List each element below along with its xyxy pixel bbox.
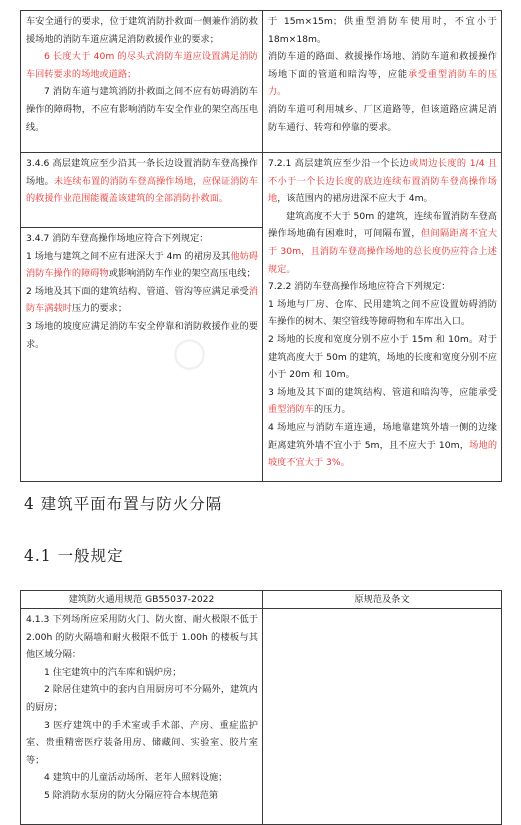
column-header-old-code: 原规范及条文 <box>263 591 502 609</box>
clause-paragraph <box>268 296 497 331</box>
highlighted-text: 重型消防车 <box>268 404 314 416</box>
clause-text: 4.1.3 下列场所应采用防火门、防火窗、耐火极限不低于 2.00h 的防火隔墙和耐火极限不低于 1.00h 的楼板与其他区域分隔： <box>26 614 258 661</box>
clause-text: 4 场地应与消防车道连通，场地靠建筑外墙一侧的边缘距离建筑外墙不宜小于 5m，且不应大于 10m， <box>268 421 497 451</box>
gb-clause-cell <box>21 153 263 228</box>
highlighted-text: 场地的坡度不宜大于 3%。 <box>268 439 498 469</box>
highlighted-text: 或周边长度的 1/4 且不小于一个长边长度的底边连续布置消防车登高操作场地 <box>268 158 497 205</box>
clause-paragraph <box>26 13 258 48</box>
clause-text: 压力的要求； <box>71 303 128 315</box>
clause-text: 3 医疗建筑中的手术室或手术部、产房、重症监护室、贵重精密医疗装备用房、储藏间、实验室、胶片室等； <box>26 719 258 766</box>
clause-paragraph <box>268 384 497 419</box>
clause-text: 2 场地的长度和宽度分别不应小于 15m 和 10m。对于建筑高度大于 50m 的建筑，场地的长度和宽度分别不应小于 20m 和 10m。 <box>268 333 497 381</box>
clause-paragraph <box>268 155 497 208</box>
clause-text: 7.2.2 消防车登高操作场地应符合下列规定： <box>268 281 451 293</box>
clause-text: 3.4.6 高层建筑应至少沿其一条长边设置消防车登高操作场地。 <box>26 158 258 187</box>
clause-paragraph <box>26 83 258 136</box>
table-row <box>21 609 502 825</box>
clause-paragraph <box>26 283 258 318</box>
clause-text: 的压力。 <box>313 404 351 416</box>
clause-paragraph <box>268 101 497 136</box>
clause-paragraph <box>26 717 258 770</box>
old-clause-cell <box>263 609 502 825</box>
clause-text: 1 住宅建筑中的汽车库和锅炉房； <box>44 666 182 678</box>
highlighted-text: 6 长度大于 40m 的尽头式消防车道应设置满足消防车回转要求的场地或道路； <box>26 51 258 80</box>
clause-paragraph <box>26 155 258 208</box>
clause-paragraph <box>268 48 497 101</box>
highlighted-text: 但间隔距离不宜大于 30m，且消防车登高操作场地的总长度仍应符合上述规定。 <box>268 228 498 275</box>
clause-paragraph <box>268 419 497 472</box>
clause-text: 车安全通行的要求，位于建筑消防扑救面一侧兼作消防救援场地的消防车道应满足消防救援作业的要求； <box>26 16 258 45</box>
clause-text: ，该范围内的裙房进深不应大于 4m。 <box>277 193 433 205</box>
clause-text: 3.4.7 消防车登高操作场地应符合下列规定： <box>26 233 209 244</box>
gb-clause-cell <box>21 609 263 825</box>
clause-paragraph <box>26 611 258 664</box>
highlighted-text: 未连续布置的消防车登高操作场地，应保证消防车的救援作业范围能覆盖该建筑的全部消防扑救面。 <box>26 175 259 205</box>
gb-clause-cell <box>21 228 263 482</box>
clause-text: 2 场地及其下面的建筑结构、管道、管沟等应满足承受 <box>26 285 249 297</box>
clause-text: 1 场地与建筑之间不应有进深大于 4m 的裙房及其 <box>26 250 231 262</box>
clause-paragraph <box>26 787 258 805</box>
clause-paragraph <box>268 331 497 384</box>
comparison-table-bottom <box>20 590 502 825</box>
table-header-row <box>21 591 502 609</box>
clause-paragraph <box>268 278 497 296</box>
column-header-new-code: 建筑防火通用规范 GB55037-2022 <box>21 591 263 609</box>
highlighted-text: 承受重型消防车的压力。 <box>268 68 498 98</box>
clause-paragraph <box>268 208 497 278</box>
clause-text: 3 场地及其下面的建筑结构、管道和暗沟等，应能承受 <box>268 386 497 398</box>
clause-text: 消防车道可利用城乡、厂区道路等，但该道路应满足消防车通行、转弯和停靠的要求。 <box>268 103 497 133</box>
clause-text: 于 15m×15m；供重型消防车使用时，不宜小于 18m×18m。 <box>268 16 497 45</box>
highlighted-text: 他妨碍消防车操作的障碍物 <box>26 250 259 280</box>
clause-text: 消防车道的路面、救援操作场地、消防车道和救援操作场地下面的管道和暗沟等，应能 <box>268 51 497 80</box>
clause-paragraph <box>26 230 258 248</box>
clause-text: 建筑高度不大于 50m 的建筑，连续布置消防车登高操作场地确有困难时，可间隔布置， <box>268 210 497 240</box>
table-row <box>21 153 502 228</box>
clause-text: 或影响消防车作业的架空高压电线； <box>108 268 256 280</box>
gb-clause-cell <box>21 11 263 153</box>
clause-paragraph <box>26 681 258 716</box>
clause-paragraph <box>26 48 258 83</box>
clause-paragraph <box>26 769 258 787</box>
old-clause-cell <box>263 11 502 153</box>
clause-paragraph <box>268 13 497 48</box>
clause-text: 5 除消防水泵房的防火分隔应符合本规范第 <box>44 789 219 801</box>
old-clause-cell <box>263 153 502 482</box>
clause-paragraph <box>26 664 258 682</box>
clause-text: 7 消防车道与建筑消防扑救面之间不应有妨碍消防车操作的障碍物，不应有影响消防车安全作业的架空高压电线。 <box>26 86 258 133</box>
clause-text: 4 建筑中的儿童活动场所、老年人照料设施； <box>44 772 228 784</box>
clause-text: 3 场地的坡度应满足消防车安全停靠和消防救援作业的要求。 <box>26 320 258 350</box>
table-row <box>21 11 502 153</box>
clause-paragraph <box>26 248 258 283</box>
highlighted-text: 消防车满载时 <box>26 285 258 315</box>
clause-paragraph <box>26 318 258 353</box>
clause-text: 1 场地与厂房、仓库、民用建筑之间不应设置妨碍消防车操作的树木、架空管线等障碍物和车库出入口。 <box>268 298 497 328</box>
comparison-table-top <box>20 10 502 482</box>
watermark: ○ <box>158 325 217 381</box>
section-heading: 4 建筑平面布置与防火分隔 <box>24 495 223 513</box>
subsection-heading: 4.1 一般规定 <box>24 547 124 565</box>
clause-text: 2 除居住建筑中的套内自用厨房可不分隔外，建筑内的厨房； <box>26 684 258 713</box>
clause-text: 7.2.1 高层建筑应至少沿一个长边 <box>268 158 410 169</box>
